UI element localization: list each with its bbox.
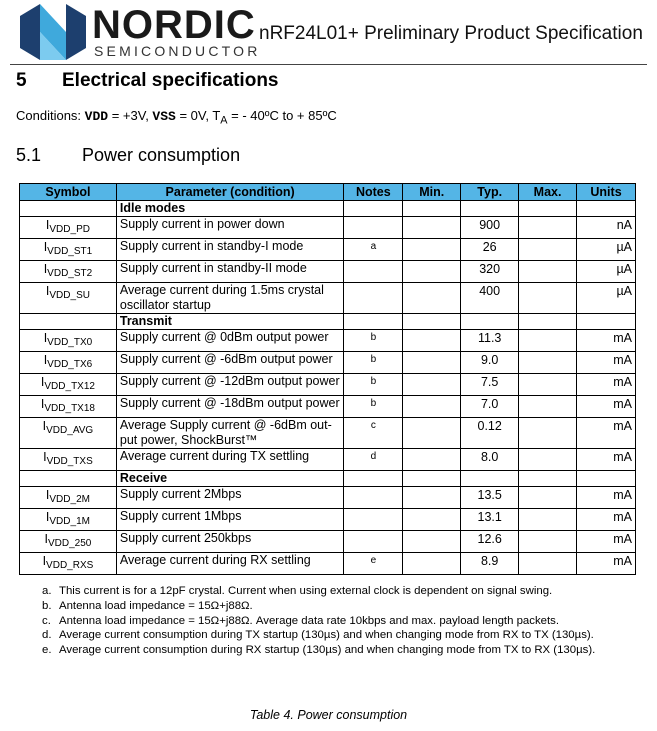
parameter-cell: Supply current 1Mbps (116, 509, 344, 531)
vss-symbol: VSS (152, 109, 176, 124)
footnote-item (42, 584, 602, 599)
column-header: Units (577, 184, 636, 201)
table-row (20, 217, 636, 239)
ta-subscript: A (220, 114, 228, 127)
symbol-cell: $I_{VDD\_TX6}$ (20, 352, 117, 374)
max-cell (519, 261, 577, 283)
symbol-cell: $I_{VDD\_AVG}$ (20, 418, 117, 449)
min-cell (403, 283, 461, 314)
units-cell: mA (577, 487, 636, 509)
parameter-cell: Average Supply current @ -6dBm out-put power, ShockBurst™ (116, 418, 344, 449)
logo-subtitle: SEMICONDUCTOR (94, 43, 261, 59)
notes-cell: b (344, 352, 403, 374)
max-cell (519, 239, 577, 261)
typ-cell: 12.6 (461, 531, 519, 553)
max-cell (519, 396, 577, 418)
min-cell (403, 553, 461, 575)
notes-cell: c (344, 418, 403, 449)
max-cell (519, 487, 577, 509)
symbol-cell: $I_{VDD\_ST2}$ (20, 261, 117, 283)
column-header: Symbol (20, 184, 117, 201)
min-cell (403, 352, 461, 374)
units-cell: mA (577, 531, 636, 553)
notes-cell: e (344, 553, 403, 575)
footnote-text: Average current consumption during TX startup (130µs) and when changing mode from RX to TX (130µs). (59, 629, 594, 642)
column-header: Notes (344, 184, 403, 201)
subsection-number: 5.1 (16, 145, 42, 165)
min-cell (403, 217, 461, 239)
parameter-cell: Average current during TX settling (116, 449, 344, 471)
notes-cell (344, 509, 403, 531)
section-label: Receive (116, 471, 344, 487)
parameter-cell: Supply current @ -18dBm output power (116, 396, 344, 418)
subsection-title: Power consumption (82, 145, 241, 165)
table-row (20, 396, 636, 418)
table-row (20, 449, 636, 471)
table-row (20, 239, 636, 261)
notes-cell: d (344, 449, 403, 471)
table-row (20, 418, 636, 449)
vss-value: = 0V, T (175, 108, 221, 123)
footnote-text: This current is for a 12pF crystal. Current when using external clock is dependent on signal swing. (59, 585, 553, 597)
units-cell: mA (577, 396, 636, 418)
symbol-cell: $I_{VDD\_ST1}$ (20, 239, 117, 261)
header-divider (10, 64, 647, 65)
max-cell (519, 553, 577, 575)
notes-cell (344, 217, 403, 239)
parameter-cell: Supply current @ -6dBm output power (116, 352, 344, 374)
max-cell (519, 217, 577, 239)
symbol-cell: $I_{VDD\_TX18}$ (20, 396, 117, 418)
document-title: nRF24L01+ Preliminary Product Specification (259, 23, 643, 44)
typ-cell: 7.5 (461, 374, 519, 396)
column-header: Min. (403, 184, 461, 201)
min-cell (403, 396, 461, 418)
units-cell: mA (577, 449, 636, 471)
typ-cell: 0.12 (461, 418, 519, 449)
min-cell (403, 261, 461, 283)
footnote-item (42, 599, 602, 614)
table-row (20, 330, 636, 352)
max-cell (519, 509, 577, 531)
symbol-cell: $I_{VDD\_SU}$ (20, 283, 117, 314)
max-cell (519, 374, 577, 396)
units-cell: nA (577, 217, 636, 239)
typ-cell: 7.0 (461, 396, 519, 418)
section-label: Idle modes (116, 201, 344, 217)
section-row-transmit (20, 314, 636, 330)
min-cell (403, 374, 461, 396)
conditions-prefix: Conditions: (16, 108, 82, 123)
footnote-text: Average current consumption during RX startup (130µs) and when changing mode from TX to RX (130µs). (59, 644, 596, 657)
footnote-mark: a. (42, 585, 52, 597)
typ-cell: 13.5 (461, 487, 519, 509)
footnote-mark: b. (42, 599, 52, 612)
column-header: Max. (519, 184, 577, 201)
symbol-cell: $I_{VDD\_2M}$ (20, 487, 117, 509)
typ-cell: 11.3 (461, 330, 519, 352)
parameter-cell: Supply current 250kbps (116, 531, 344, 553)
parameter-cell: Supply current in power down (116, 217, 344, 239)
power-consumption-table (19, 183, 636, 575)
units-cell: mA (577, 330, 636, 352)
parameter-cell: Average current during 1.5ms crystal oscillator startup (116, 283, 344, 314)
min-cell (403, 449, 461, 471)
max-cell (519, 418, 577, 449)
typ-cell: 8.0 (461, 449, 519, 471)
symbol-cell: $I_{VDD\_RXS}$ (20, 553, 117, 575)
footnote-mark: c. (42, 614, 51, 627)
typ-cell: 320 (461, 261, 519, 283)
typ-cell: 26 (461, 239, 519, 261)
max-cell (519, 531, 577, 553)
notes-cell (344, 283, 403, 314)
parameter-cell: Supply current in standby-I mode (116, 239, 344, 261)
typ-cell: 13.1 (461, 509, 519, 531)
table-row (20, 553, 636, 575)
parameter-cell: Supply current in standby-II mode (116, 261, 344, 283)
min-cell (403, 330, 461, 352)
parameter-cell: Supply current 2Mbps (116, 487, 344, 509)
ta-value: = - 40ºC to + 85ºC (227, 108, 337, 123)
column-header: Parameter (condition) (116, 184, 344, 201)
table-row (20, 283, 636, 314)
footnote-item (42, 614, 602, 629)
max-cell (519, 352, 577, 374)
footnote-item (42, 643, 602, 658)
units-cell: mA (577, 352, 636, 374)
min-cell (403, 531, 461, 553)
table-row (20, 487, 636, 509)
section-row-idle (20, 201, 636, 217)
table-row (20, 509, 636, 531)
vdd-symbol: VDD (84, 109, 109, 124)
typ-cell: 9.0 (461, 352, 519, 374)
min-cell (403, 239, 461, 261)
table-row (20, 374, 636, 396)
units-cell: mA (577, 374, 636, 396)
footnote-item (42, 628, 602, 643)
notes-cell (344, 261, 403, 283)
notes-cell (344, 531, 403, 553)
notes-cell: b (344, 374, 403, 396)
column-header: Typ. (461, 184, 519, 201)
parameter-cell: Supply current @ 0dBm output power (116, 330, 344, 352)
logo-wordmark: NORDIC (92, 3, 256, 47)
symbol-cell: $I_{VDD\_TX0}$ (20, 330, 117, 352)
typ-cell: 900 (461, 217, 519, 239)
table-header-row (20, 184, 636, 201)
max-cell (519, 283, 577, 314)
notes-cell (344, 487, 403, 509)
table-row (20, 352, 636, 374)
table-row (20, 261, 636, 283)
nordic-logo-icon (20, 4, 86, 60)
footnote-text: Antenna load impedance = 15Ω+j88Ω. Average data rate 10kbps and max. payload length packets. (59, 614, 559, 627)
footnotes (42, 584, 602, 658)
section-row-receive (20, 471, 636, 487)
table-row (20, 531, 636, 553)
min-cell (403, 487, 461, 509)
notes-cell: b (344, 396, 403, 418)
table-caption: Table 4. Power consumption (249, 708, 408, 722)
units-cell: µA (577, 239, 636, 261)
footnote-mark: e. (42, 644, 52, 657)
units-cell: mA (577, 418, 636, 449)
units-cell: µA (577, 283, 636, 314)
page-header (0, 0, 657, 66)
section-label: Transmit (116, 314, 344, 330)
max-cell (519, 449, 577, 471)
min-cell (403, 418, 461, 449)
parameter-cell: Average current during RX settling (116, 553, 344, 575)
symbol-cell: $I_{VDD\_TXS}$ (20, 449, 117, 471)
section-heading (16, 70, 279, 92)
footnote-text: Antenna load impedance = 15Ω+j88Ω. (59, 599, 253, 612)
footnote-mark: d. (42, 629, 52, 642)
section-title: Electrical specifications (62, 70, 279, 91)
conditions-line (16, 108, 337, 127)
notes-cell: b (344, 330, 403, 352)
typ-cell: 400 (461, 283, 519, 314)
notes-cell: a (344, 239, 403, 261)
vdd-value: = +3V, (108, 108, 153, 123)
symbol-cell: $I_{VDD\_250}$ (20, 531, 117, 553)
typ-cell: 8.9 (461, 553, 519, 575)
parameter-cell: Supply current @ -12dBm output power (116, 374, 344, 396)
section-number: 5 (16, 70, 27, 91)
units-cell: mA (577, 509, 636, 531)
units-cell: mA (577, 553, 636, 575)
min-cell (403, 509, 461, 531)
symbol-cell: $I_{VDD\_PD}$ (20, 217, 117, 239)
max-cell (519, 330, 577, 352)
symbol-cell: $I_{VDD\_1M}$ (20, 509, 117, 531)
symbol-cell: $I_{VDD\_TX12}$ (20, 374, 117, 396)
units-cell: µA (577, 261, 636, 283)
subsection-heading (16, 145, 240, 166)
